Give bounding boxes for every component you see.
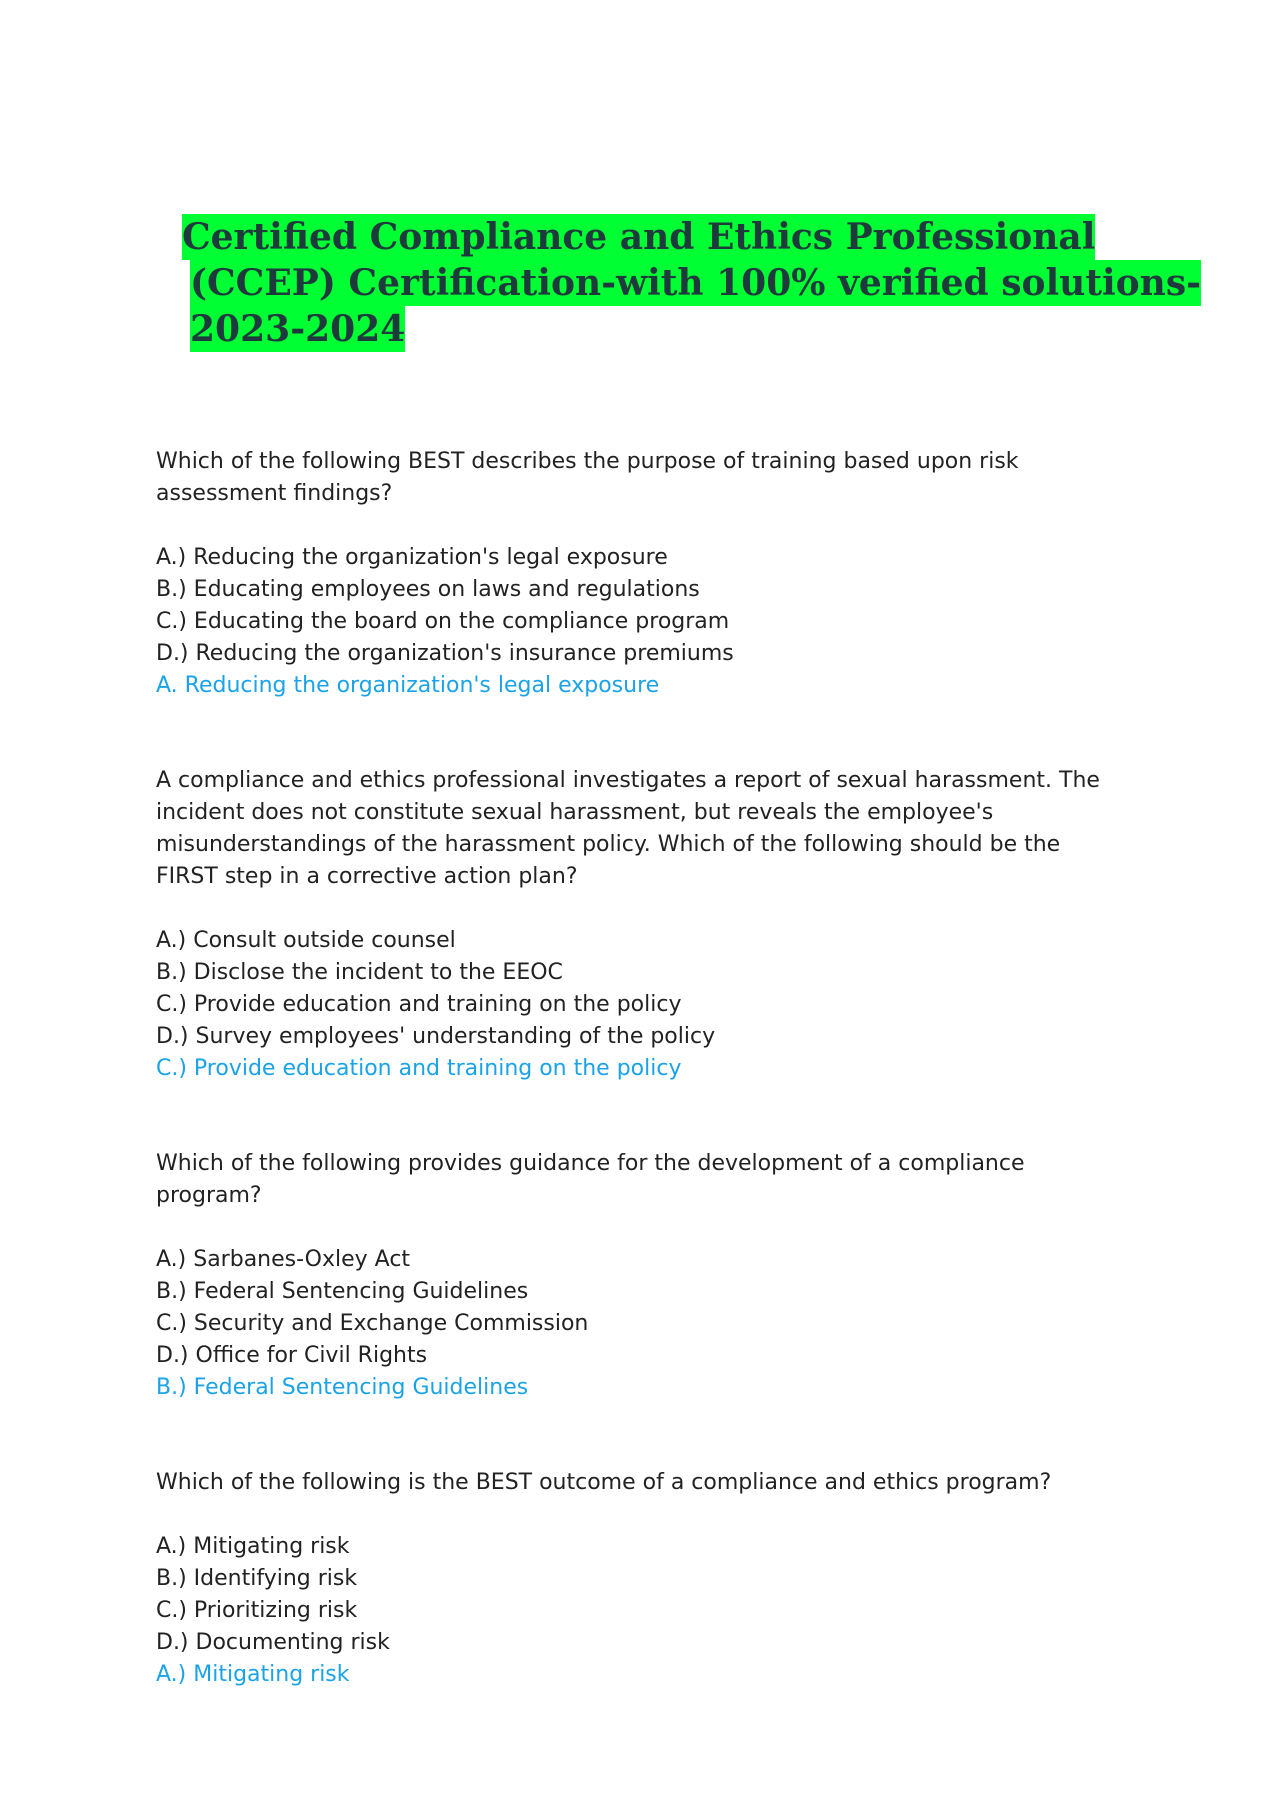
option-item: D.) Survey employees' understanding of the policy xyxy=(156,1024,716,1049)
question-text: Which of the following BEST describes the purpose of training based upon risk assessment findings? xyxy=(156,449,1019,506)
option-item: A.) Mitigating risk xyxy=(156,1534,350,1559)
option-item: A.) Sarbanes-Oxley Act xyxy=(156,1247,411,1272)
option-item: C.) Educating the board on the compliance program xyxy=(156,609,730,634)
question-list xyxy=(156,446,1126,1691)
option-item: C.) Security and Exchange Commission xyxy=(156,1311,589,1336)
question-block xyxy=(156,446,1126,702)
answer-text: B.) Federal Sentencing Guidelines xyxy=(156,1375,529,1400)
option-item: B.) Educating employees on laws and regulations xyxy=(156,577,700,602)
option-list xyxy=(156,542,1126,670)
answer-text: A.) Mitigating risk xyxy=(156,1662,350,1687)
question-text: Which of the following provides guidance for the development of a compliance program? xyxy=(156,1151,1025,1208)
option-item: A.) Reducing the organization's legal exposure xyxy=(156,545,668,570)
title-line-1: Certified Compliance and Ethics Professional xyxy=(182,216,1096,258)
answer-text: A. Reducing the organization's legal exposure xyxy=(156,673,660,698)
question-block xyxy=(156,765,1126,1085)
option-item: C.) Provide education and training on the policy xyxy=(156,992,682,1017)
option-item: B.) Identifying risk xyxy=(156,1566,358,1591)
option-item: C.) Prioritizing risk xyxy=(156,1598,358,1623)
option-item: B.) Disclose the incident to the EEOC xyxy=(156,960,563,985)
answer-text: C.) Provide education and training on the policy xyxy=(156,1056,682,1081)
question-text: Which of the following is the BEST outcome of a compliance and ethics program? xyxy=(156,1470,1052,1495)
question-block xyxy=(156,1467,1126,1691)
option-item: D.) Documenting risk xyxy=(156,1630,390,1655)
option-list xyxy=(156,1244,1126,1372)
option-item: D.) Office for Civil Rights xyxy=(156,1343,428,1368)
option-list xyxy=(156,1531,1126,1659)
option-item: A.) Consult outside counsel xyxy=(156,928,456,953)
option-list xyxy=(156,925,1126,1053)
option-item: B.) Federal Sentencing Guidelines xyxy=(156,1279,529,1304)
title-line-3: 2023-2024 xyxy=(190,308,406,350)
option-item: D.) Reducing the organization's insurance premiums xyxy=(156,641,734,666)
question-block xyxy=(156,1148,1126,1404)
question-text: A compliance and ethics professional investigates a report of sexual harassment. The incident does not constitute sexual harassment, but reveals the employee's misunderstandings of the harassment policy. Which of the following should be the FIRST step in a corrective action plan? xyxy=(156,768,1100,889)
title-line-2: (CCEP) Certification-with 100% verified solutions- xyxy=(190,262,1202,304)
document-title xyxy=(182,214,1202,352)
